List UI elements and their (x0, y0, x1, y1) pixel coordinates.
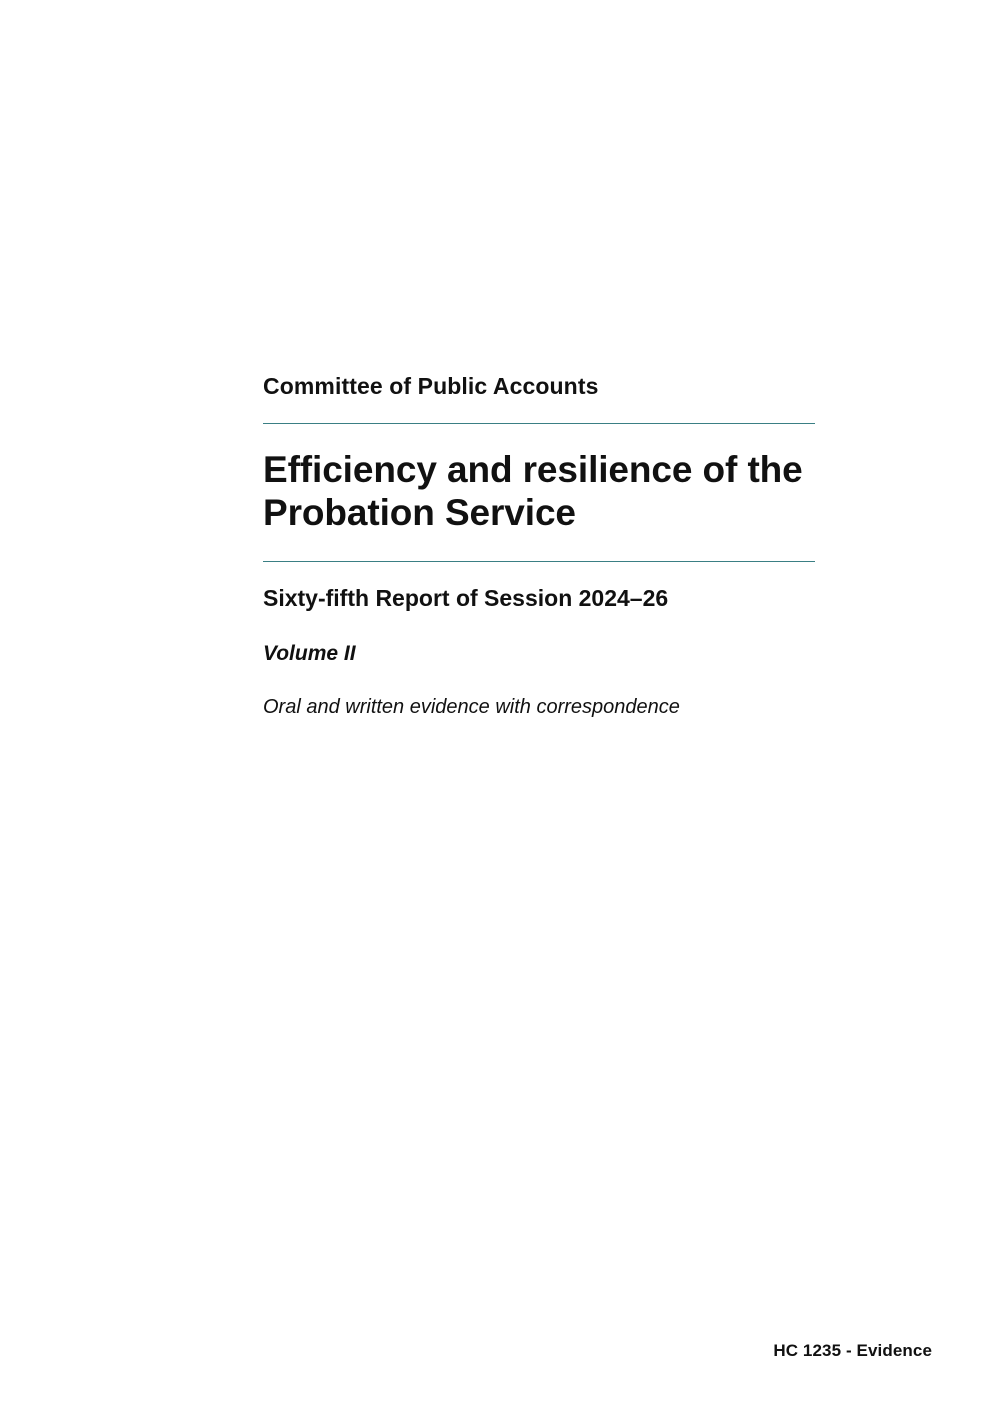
page-title: Efficiency and resilience of the Probation Service (263, 448, 803, 534)
document-reference: HC 1235 - Evidence (773, 1341, 932, 1360)
session-label: Sixty-fifth Report of Session 2024–26 (263, 585, 669, 612)
divider-bottom (263, 561, 815, 562)
subtitle-label: Oral and written evidence with correspondence (263, 696, 680, 719)
divider-top (263, 423, 815, 424)
committee-name: Committee of Public Accounts (263, 373, 599, 399)
title-block (263, 372, 815, 720)
volume-label: Volume II (263, 641, 356, 665)
